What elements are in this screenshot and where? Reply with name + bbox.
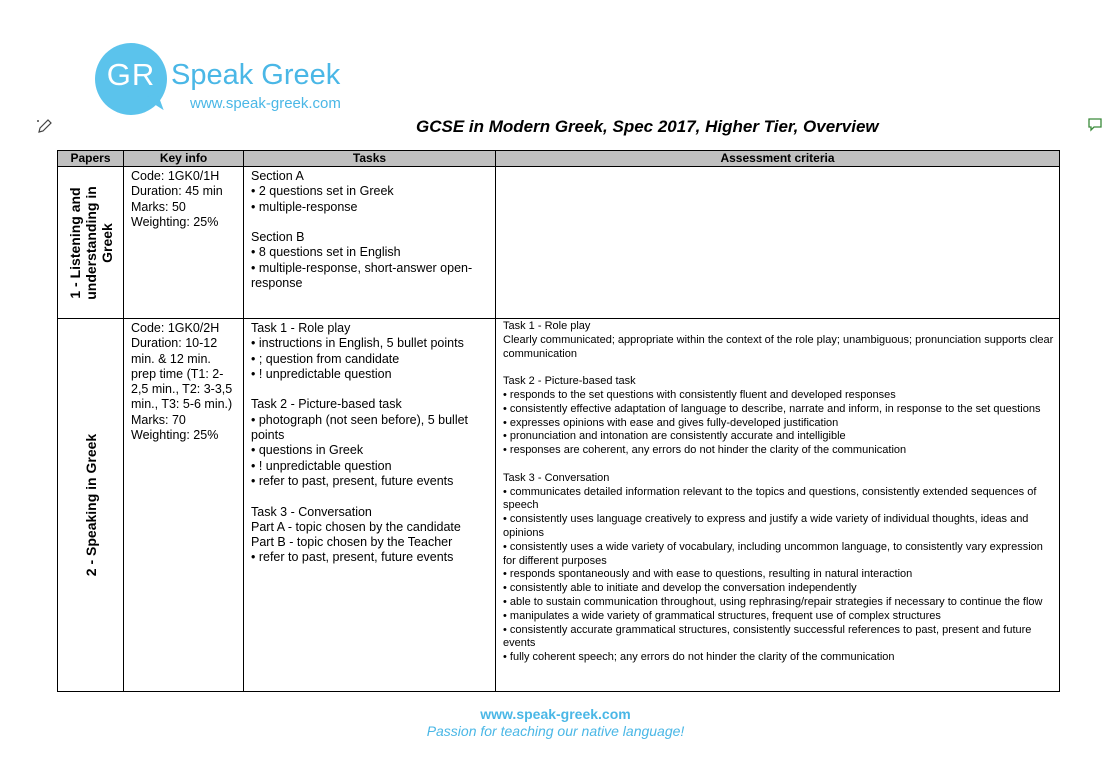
table-header-row [58,151,1060,167]
header-assessment-criteria: Assessment criteria [496,151,1060,167]
paper-2-key-info-text: Code: 1GK0/2H Duration: 10-12 min. & 12 min. prep time (T1: 2-2,5 min., T2: 3-3,5 min., T3: 5-6 min.) Marks: 70 Weighting: 25% [131,321,233,443]
paper-1-cell [58,167,124,319]
footer-tagline: Passion for teaching our native language! [426,723,685,739]
paper-1-tasks-text: Section A • 2 questions set in Greek • multiple-response Section B • 8 questions set in English • multiple-response, short-answer open-response [251,169,473,291]
paper-2-tasks [244,319,496,692]
paper-1-key-info [124,167,244,319]
comment-icon[interactable] [1087,117,1103,133]
header-tasks: Tasks [244,151,496,167]
paper-2-cell [58,319,124,692]
paper-2-label: 2 - Speaking in Greek [82,433,99,577]
logo-name: Speak Greek [171,59,341,91]
logo-url: www.speak-greek.com [190,95,341,112]
paper-1-label: 1 - Listening and understanding in Greek [66,185,115,300]
paper-2-tasks-text: Task 1 - Role play • instructions in English, 5 bullet points • ; question from candidate • ! unpredictable question Task 2 - Picture-based task • photograph (not seen before), 5 bullet points • questions in Greek • ! unpredictable question • refer to past, present, future events Task 3 - Conversation Part A - topic chosen by the candidate Part B - topic chosen by the Teacher • refer to past, present, future events [251,321,469,565]
table-row-paper-1 [58,167,1060,319]
edit-pen-icon[interactable] [36,117,54,135]
header-papers: Papers [58,151,124,167]
overview-table [57,150,1060,692]
paper-1-criteria-text [496,167,1059,168]
speak-greek-logo [95,43,375,118]
paper-2-criteria [496,319,1060,692]
header-key-info: Key info [124,151,244,167]
logo-initials: GR [106,57,156,92]
paper-2-criteria-text: Task 1 - Role play Clearly communicated; appropriate within the context of the role play; unambiguous; pronunciation supports clear communication Task 2 - Picture-based task • responds to the set questions with consistently fluent and developed responses • consistently effective adaptation of language to describe, narrate and inform, in response to the set questions • expresses opinions with ease and gives fully-developed justification • pronunciation and intonation are consistently accurate and intelligible • responses are coherent, any errors do not hinder the clarity of the communication Task 3 - Conversation • communicates detailed information relevant to the topics and questions, consistently extended sequences of speech • consistently uses language creatively to express and justify a wide variety of individual thoughts, ideas and opinions • consistently uses a wide variety of vocabulary, including uncommon language, to consistently vary expression for different purposes • responds spontaneously and with ease to questions, resulting in natural interaction • consistently able to initiate and develop the conversation independently • able to sustain communication throughout, using rephrasing/repair strategies if necessary to continue the flow • manipulates a wide variety of grammatical structures, frequent use of complex structures • consistently accurate grammatical structures, consistently successful references to past, present and future events • fully coherent speech; any errors do not hinder the clarity of the communication [503,320,1054,664]
paper-1-tasks [244,167,496,319]
paper-1-key-info-text: Code: 1GK0/1H Duration: 45 min Marks: 50 Weighting: 25% [131,169,223,229]
paper-1-criteria [496,167,1060,319]
footer-url[interactable]: www.speak-greek.com [480,706,631,722]
table-row-paper-2 [58,319,1060,692]
paper-2-key-info [124,319,244,692]
document-title: GCSE in Modern Greek, Spec 2017, Higher Tier, Overview [416,117,879,136]
